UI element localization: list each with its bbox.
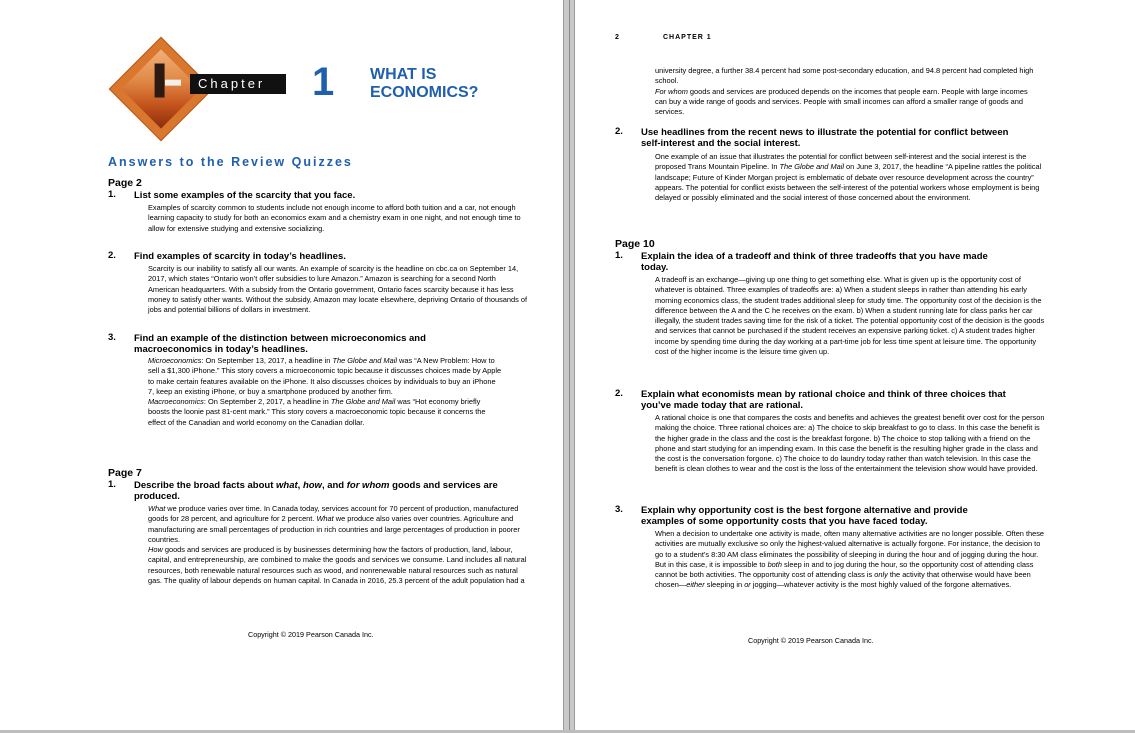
page-label: Page 7 [108, 467, 142, 479]
question-title-line: today. [641, 262, 669, 273]
chapter-label: Chapter [190, 74, 286, 94]
page-label: Page 2 [108, 177, 142, 189]
answer-emphasis: How [148, 545, 163, 555]
question-title-line: Explain why opportunity cost is the best forgone alternative and provide [641, 505, 968, 516]
answer-text: university degree, a further 38.4 percent had some post-secondary education, and 94.8 percent had completed high school. [655, 66, 1034, 86]
title-emphasis: what [276, 480, 298, 491]
question-title-line: Use headlines from the recent news to illustrate the potential for conflict between [641, 127, 1009, 138]
section-heading: Answers to the Review Quizzes [108, 155, 353, 169]
running-page-number: 2 [615, 34, 620, 41]
question-number: 1. [615, 250, 623, 261]
title-emphasis: for whom [346, 480, 390, 491]
page-gutter [563, 0, 575, 733]
answer-text: was “A New Problem: How to sell a $1,300 iPhone.” This story covers a microeconomic topic because it discusses choices made by Apple to make certain features available on the iPhone. It also discusses choices by individuals to buy an iPhone 7, keep an existing iPhone, or buy a smartphone produced by another firm. [148, 356, 502, 396]
question-number: 2. [108, 250, 116, 261]
answer-emphasis: The Globe and Mail [330, 397, 396, 407]
page-footer: Copyright © 2019 Pearson Canada Inc. [248, 630, 374, 639]
answer-emphasis: Macroeconomics [148, 397, 204, 407]
page-label: Page 10 [615, 238, 655, 250]
question-number: 1. [108, 479, 116, 490]
answer-text: was “Hot economy briefly boosts the loonie past 81-cent mark.” This story covers a macroeconomic topic because it concerns the effect of the Canadian and world economy on the Canadian dollar. [148, 397, 486, 427]
answer-text: sleep in and to jog during the hour, so the opportunity cost of attending class cannot be both activities. The opportunity cost of attending class is [655, 559, 1034, 580]
question-number: 1. [108, 189, 116, 200]
question-answer [655, 529, 1045, 591]
answer-text: One example of an issue that illustrates the potential for conflict between self-interest and the social interest is the proposed Trans Mountain Pipeline. In [655, 152, 1027, 172]
answer-text: When a decision to undertake one activity is made, often many alternative activities are no longer possible. Often these activities are mutually exclusive so only the highest-valued alternative is actually forgone. For instance, the decision to go to a student’s 8:30 AM class eliminates the possibility of sleeping in during the hour and of jogging during the hour. But in this case, it is impossible to [655, 529, 1045, 569]
question-title-line: Explain what economists mean by rational choice and think of three choices that [641, 389, 1006, 400]
title-text: , and [321, 480, 347, 491]
page-footer: Copyright © 2019 Pearson Canada Inc. [748, 636, 874, 645]
chapter-title [370, 66, 478, 102]
question-title: List some examples of the scarcity that you face. [134, 190, 356, 201]
question-title [641, 389, 1071, 411]
title-emphasis: how [302, 480, 322, 491]
question-answer: Examples of scarcity common to students include not enough income to afford both tuition and a car, not enough learning capacity to study for both an economics exam and a chemistry exam in one night, and not enough time to allow for extensive studying and extensive socializing. [148, 203, 521, 233]
answer-emphasis: The Globe and Mail [332, 356, 397, 365]
question-number: 2. [615, 388, 623, 399]
chapter-title-line1: WHAT IS [370, 66, 437, 83]
answer-text: jogging—whatever activity is the most highly valued of the forgone alternatives. [750, 580, 1012, 590]
answer-emphasis: For whom [655, 86, 688, 96]
question-title-line: examples of some opportunity costs that you have faced today. [641, 516, 928, 527]
question-title-line: macroeconomics in today’s headlines. [134, 344, 308, 355]
question-number: 2. [615, 126, 623, 137]
question-title-line: you’ve made today that are rational. [641, 400, 804, 411]
answer-text: the activity that otherwise would have been chosen— [655, 570, 1031, 590]
question-answer [148, 504, 533, 586]
answer-text: we produce also varies over countries. Agriculture and manufacturing are small percentages of production in rich countries and large percentages of production in poorer countries. [148, 514, 520, 544]
answer-paragraph [148, 504, 533, 545]
answer-emphasis: The Globe and Mail [779, 162, 844, 172]
title-text: Describe the broad facts about [134, 480, 277, 491]
title-text: , [297, 480, 303, 491]
answer-emphasis: What [316, 514, 334, 524]
answer-text: : On September 13, 2017, a headline in [201, 356, 333, 365]
question-answer [655, 152, 1043, 203]
question-title [641, 251, 1071, 273]
answer-paragraph [148, 356, 503, 397]
answer-emphasis: either [686, 580, 705, 590]
question-number: 3. [108, 332, 116, 343]
chapter-title-line2: ECONOMICS? [370, 84, 479, 101]
answer-text: we produce varies over time. In Canada today, services account for 70 percent of production, manufactured goods for 28 percent, and agriculture for 2 percent. [148, 504, 519, 524]
answer-emphasis: Microeconomics [148, 356, 202, 365]
question-title-line: self-interest and the social interest. [641, 138, 801, 149]
answer-emphasis: What [148, 504, 166, 513]
answer-paragraph [655, 87, 1035, 118]
answer-emphasis: only [874, 570, 888, 580]
question-title-line: Explain the idea of a tradeoff and think of three tradeoffs that you have made [641, 251, 988, 262]
document-page-right [575, 0, 1135, 733]
question-title [134, 480, 534, 502]
answer-emphasis: both [767, 559, 782, 569]
title-text: goods and services are produced. [134, 480, 498, 502]
answer-text: on June 3, 2017, the headline “A pipeline rattles the political landscape; Future of Kinder Morgan project is emblematic of debate over resource development across the country” appears. The potential for conflict exists between the self-interest of the potential workers whose employment is being delayed or possibly eliminated and the social interest of those concerned about the environment. [655, 162, 1042, 203]
answer-text: sleeping in [704, 580, 745, 590]
question-title-line: Find an example of the distinction between microeconomics and [134, 333, 426, 344]
question-number: 3. [615, 504, 623, 515]
chapter-number: 1 [312, 60, 335, 104]
question-title: Find examples of scarcity in today’s headlines. [134, 251, 346, 262]
answer-emphasis: or [744, 580, 751, 590]
question-answer: A rational choice is one that compares the costs and benefits and achieves the greatest benefit over cost for the person making the choice. Three rational choices are: a) The choice to skip breakfast to go to class. In this case the benefit is the higher grade in the class and the cost is the breakfast forgone. b) The choice to stop talking with a friend on the phone and start studying for an impending exam. In this case the benefit is the resulting higher grade in the class and the cost is the conversation forgone. c) The choice to do laundry today rather than watch television. In this case the benefit is clean clothes to wear and the cost is the loss of the entertainment the television show would have provided. [655, 413, 1045, 474]
document-page-left [0, 0, 563, 733]
question-answer [148, 356, 503, 428]
answer-text: : On September 2, 2017, a headline in [203, 397, 331, 407]
question-title [134, 333, 528, 355]
continued-answer [655, 66, 1035, 117]
question-title [641, 505, 1071, 527]
question-answer: A tradeoff is an exchange—giving up one thing to get something else. What is given up is the opportunity cost of whatever is obtained. Three examples of tradeoffs are: a) When a student sleeps in rather than attending his early morning economics class, the student trades additional sleep for study time. The opportunity cost of the decision is the difference between the A and the C he receives on the exam. b) When a student running late for class parks her car illegally, the student trades saving time for the risk of a ticket. The potential opportunity cost of the decision is the goods and services that cannot be purchased if the student receives an expensive parking ticket. c) A student trades higher income by spending time during the day working at a part-time job for less time spent at leisure time. The opportunity cost of the higher income is the leisure time given up. [655, 275, 1045, 357]
answer-paragraph [148, 397, 503, 428]
answer-text: goods and services are produced is by businesses determining how the factors of production, land, labour, capital, and entrepreneurship, are combined to make the goods and services we consume. Land includes all natural resources, both renewable natural resources such as wood, and nonrenewable natural resources such as natural gas. The quality of labour depends on human capital. In Canada in 2016, 25.3 percent of the adult population had a [148, 545, 527, 586]
question-title [641, 127, 1071, 149]
running-chapter: CHAPTER 1 [663, 34, 712, 41]
question-answer: Scarcity is our inability to satisfy all our wants. An example of scarcity is the headline on cbc.ca on September 14, 2017, which states “Ontario won’t offer subsidies to lure Amazon.” Amazon is searching for a second North American headquarters. With a subsidy from the Ontario government, Ontario faces scarcity because it has less money to satisfy other wants. Without the subsidy, Amazon may locate elsewhere, depriving Ontario of thousands of jobs and potential billions of dollars in investment. [148, 264, 528, 315]
answer-text: goods and services are produced depends on the incomes that people earn. People with large incomes can buy a wide range of goods and services. People with small incomes can afford a smaller range of goods and services. [655, 86, 1028, 117]
answer-paragraph [148, 545, 533, 586]
